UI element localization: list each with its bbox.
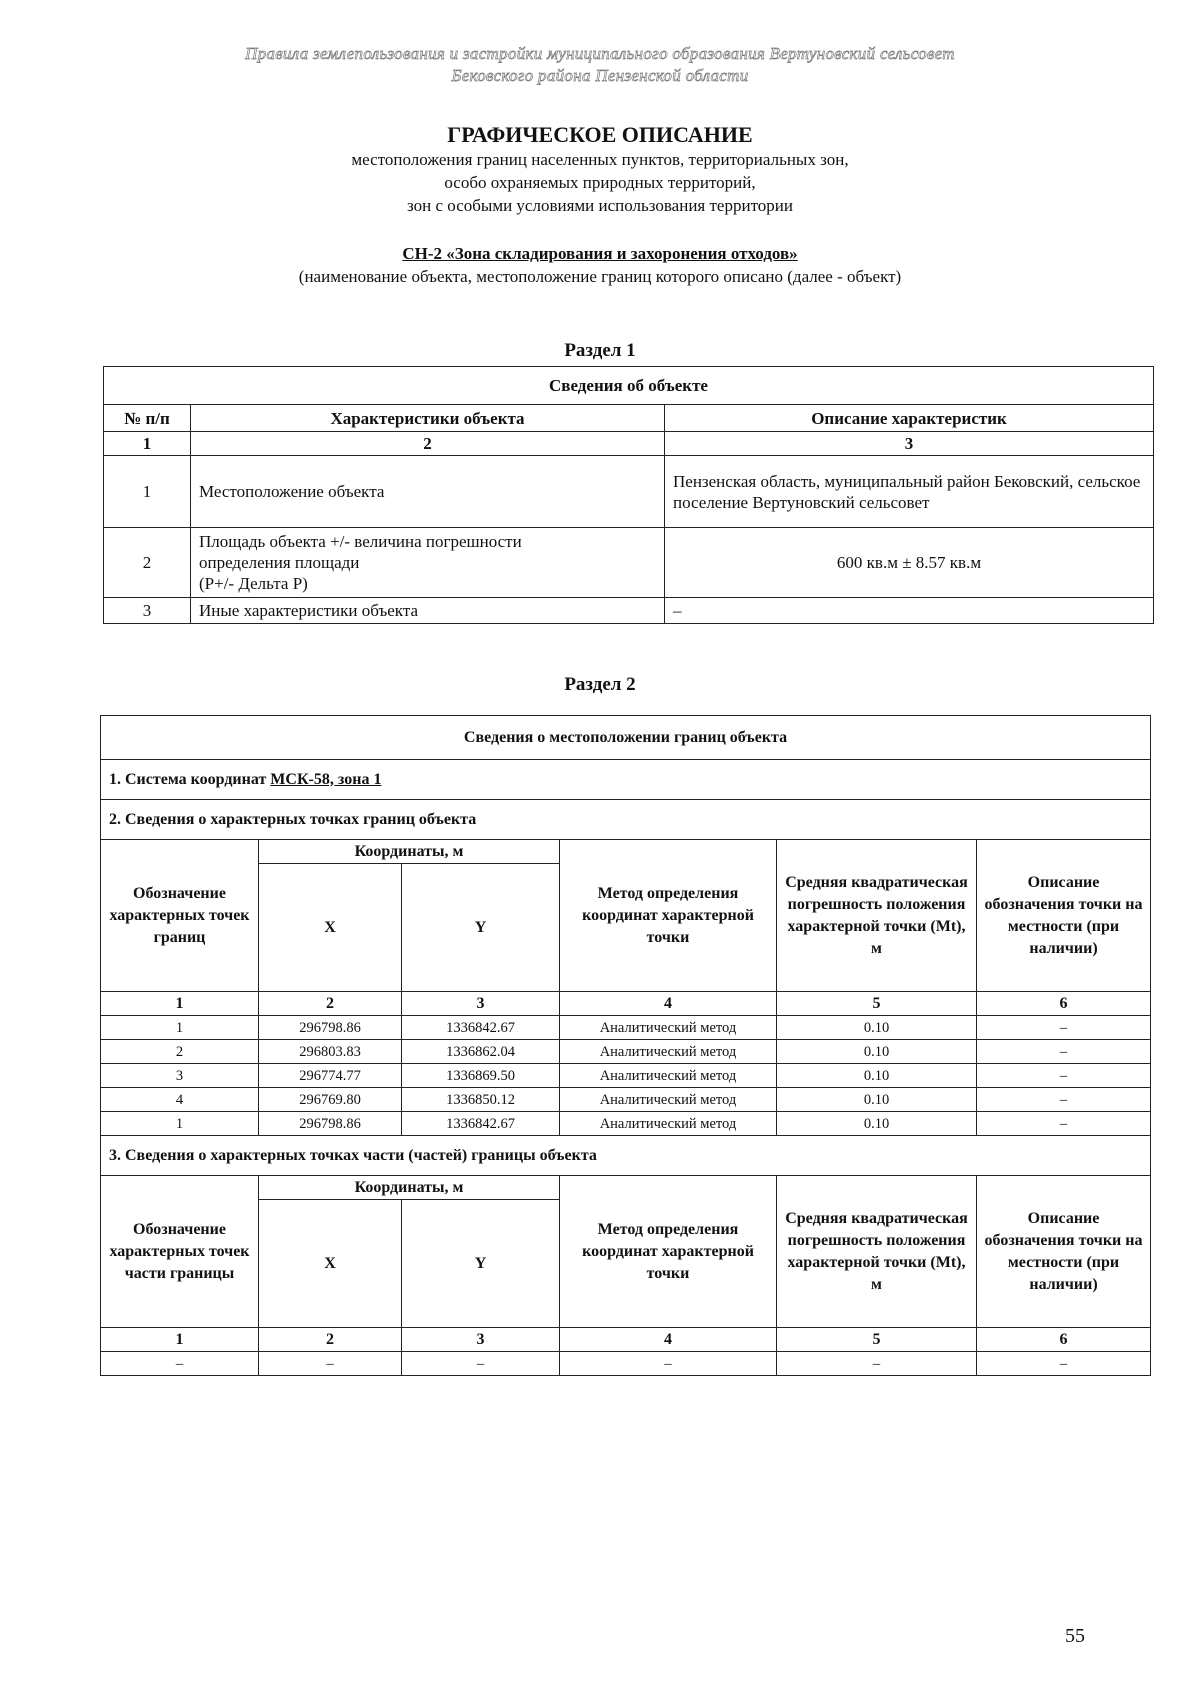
header-method: Метод определения координат характерной точки [560,1176,777,1328]
coordinate-system-value: МСК-58, зона 1 [270,770,382,788]
col-number-3: 3 [402,992,560,1016]
part-cell: – [402,1352,560,1376]
point-id: 1 [101,1016,259,1040]
row-name-line: (Р+/- Дельта Р) [199,574,308,593]
point-method: Аналитический метод [560,1088,777,1112]
point-method: Аналитический метод [560,1040,777,1064]
part-cell: – [259,1352,402,1376]
table-row [101,1016,1151,1040]
table-row [104,598,1154,624]
point-x: 296798.86 [259,1016,402,1040]
object-name-note: (наименование объекта, местоположение границ которого описано (далее - объект) [298,267,902,286]
col-number-2: 2 [259,1328,402,1352]
row-desc: Пензенская область, муниципальный район Бековский, сельское поселение Вертуновский сельсовет [665,456,1154,528]
table-row [104,456,1154,528]
point-error: 0.10 [777,1016,977,1040]
subtitle-line-3: зон с особыми условиями использования территории [407,196,793,215]
row-name: Местоположение объекта [191,456,665,528]
col-number-4: 4 [560,1328,777,1352]
point-description: – [977,1064,1151,1088]
table-row [101,1352,1151,1376]
row-number: 3 [104,598,191,624]
point-method: Аналитический метод [560,1112,777,1136]
row-name-line: Площадь объекта +/- величина погрешности [199,532,522,551]
header-number: № п/п [104,405,191,432]
point-id: 3 [101,1064,259,1088]
part-cell: – [560,1352,777,1376]
page-number: 55 [1065,1625,1085,1647]
point-description: – [977,1088,1151,1112]
row-desc: – [665,598,1154,624]
row-name [191,528,665,598]
col-number-3: 3 [402,1328,560,1352]
point-id: 1 [101,1112,259,1136]
header-point-description: Описание обозначения точки на местности (при наличии) [977,1176,1151,1328]
table-row [101,1112,1151,1136]
col-number-5: 5 [777,992,977,1016]
section1-title: Раздел 1 [564,340,636,361]
subtitle-line-2: особо охраняемых природных территорий, [444,173,756,192]
header-coordinates: Координаты, м [259,840,560,864]
header-coordinates: Координаты, м [259,1176,560,1200]
header-point-description: Описание обозначения точки на местности (при наличии) [977,840,1151,992]
col-number-2: 2 [191,432,665,456]
row-desc: 600 кв.м ± 8.57 кв.м [665,528,1154,598]
point-error: 0.10 [777,1112,977,1136]
col-number-4: 4 [560,992,777,1016]
subtitle-line-1: местоположения границ населенных пунктов, территориальных зон, [351,150,849,169]
header-method: Метод определения координат характерной точки [560,840,777,992]
col-number-5: 5 [777,1328,977,1352]
table-row [101,1040,1151,1064]
table-row [101,1064,1151,1088]
col-number-1: 1 [101,1328,259,1352]
row-name-line: определения площади [199,553,360,572]
document-title: ГРАФИЧЕСКОЕ ОПИСАНИЕ [447,122,753,147]
table-row [104,528,1154,598]
boundary-table [100,715,1151,1376]
coordinate-system-row [101,760,1151,800]
col-number-3: 3 [665,432,1154,456]
col-number-1: 1 [101,992,259,1016]
header-x: X [259,1200,402,1328]
row-number: 2 [104,528,191,598]
point-description: – [977,1112,1151,1136]
object-info-table [103,366,1154,624]
running-header-line2: Бековского района Пензенской области [451,66,749,85]
part-cell: – [977,1352,1151,1376]
point-x: 296769.80 [259,1088,402,1112]
section2-title: Раздел 2 [564,674,636,695]
table-row [101,1088,1151,1112]
points-section-title: 2. Сведения о характерных точках границ объекта [101,800,1151,840]
header-description: Описание характеристик [665,405,1154,432]
point-id: 2 [101,1040,259,1064]
point-y: 1336842.67 [402,1112,560,1136]
boundary-table-title: Сведения о местоположении границ объекта [101,716,1151,760]
header-y: Y [402,864,560,992]
point-y: 1336842.67 [402,1016,560,1040]
running-header-line1: Правила землепользования и застройки муниципального образования Вертуновский сельсовет [245,44,955,63]
part-cell: – [101,1352,259,1376]
point-description: – [977,1016,1151,1040]
point-description: – [977,1040,1151,1064]
col-number-2: 2 [259,992,402,1016]
row-name: Иные характеристики объекта [191,598,665,624]
point-x: 296798.86 [259,1112,402,1136]
coordinate-system-label: 1. Система координат [109,770,271,788]
point-y: 1336850.12 [402,1088,560,1112]
point-error: 0.10 [777,1064,977,1088]
point-method: Аналитический метод [560,1016,777,1040]
point-x: 296803.83 [259,1040,402,1064]
point-y: 1336869.50 [402,1064,560,1088]
point-x: 296774.77 [259,1064,402,1088]
header-designation: Обозначение характерных точек границ [101,840,259,992]
part-cell: – [777,1352,977,1376]
col-number-6: 6 [977,1328,1151,1352]
parts-section-title: 3. Сведения о характерных точках части (частей) границы объекта [101,1136,1151,1176]
header-error: Средняя квадратическая погрешность положения характерной точки (Mt), м [777,840,977,992]
header-characteristics: Характеристики объекта [191,405,665,432]
col-number-1: 1 [104,432,191,456]
header-designation-parts: Обозначение характерных точек части границы [101,1176,259,1328]
col-number-6: 6 [977,992,1151,1016]
header-error: Средняя квадратическая погрешность положения характерной точки (Mt), м [777,1176,977,1328]
point-id: 4 [101,1088,259,1112]
point-method: Аналитический метод [560,1064,777,1088]
point-error: 0.10 [777,1040,977,1064]
object-info-table-title: Сведения об объекте [104,367,1154,405]
point-error: 0.10 [777,1088,977,1112]
point-y: 1336862.04 [402,1040,560,1064]
row-number: 1 [104,456,191,528]
object-name: СН-2 «Зона складирования и захоронения отходов» [402,244,798,263]
header-x: X [259,864,402,992]
header-y: Y [402,1200,560,1328]
